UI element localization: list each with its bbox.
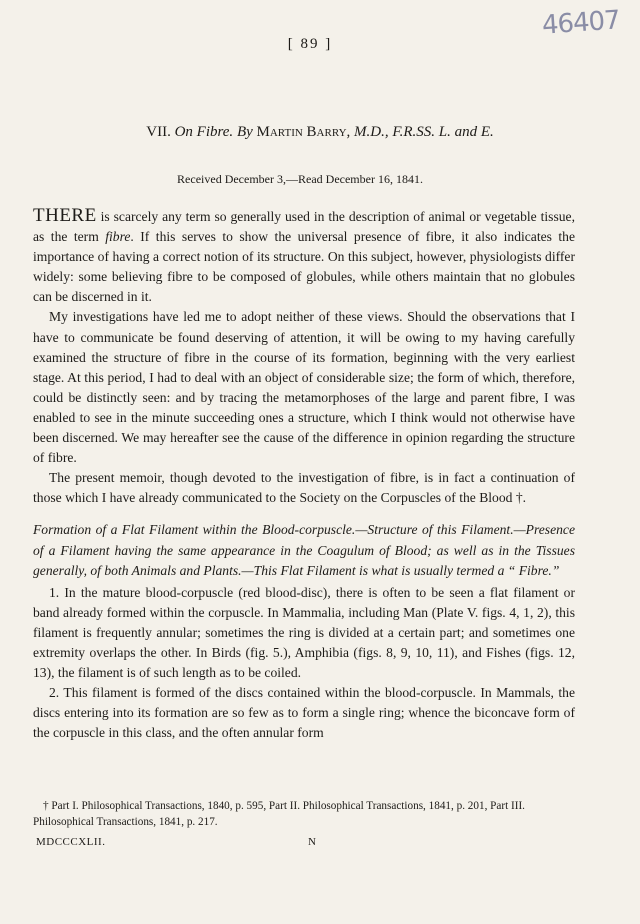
paragraph-2: 2. This filament is formed of the discs contained within the blood-corpuscle. In Mammals, the discs entering into its formation are so few as to form a single ring; whence the biconcave form of the corpuscle in this class, and the often annular form: [33, 685, 575, 741]
intro-paragraph-2: My investigations have led me to adopt neither of these views. Should the observations that I have to communicate be found deserving of attention, it will be owing to my having carefully examined the structure of fibre in the course of its formation, beginning with the very earliest stage. At this period, I had to deal with an object of considerable size; the form of which, therefore, could be distinctly seen: and by tracing the metamorphoses of the large and parent fibre, I was enabled to see in the minute succeeding ones a structure, which I think would not otherwise have been discerned. We may hereafter see the cause of the difference in opinion regarding the structure of fibre.: [33, 309, 575, 466]
intro-text-a: is scarcely any term so generally used in the description of animal or vegetable tissue, as the term: [33, 209, 575, 245]
intro-paragraph-1: [33, 206, 575, 307]
intro-fibre-term: fibre: [105, 229, 131, 245]
footnote: [33, 798, 578, 830]
intro-text-b: . If this serves to show the universal presence of fibre, it also indicates the importance of having a correct notion of its structure. On this subject, however, physiologists differ widely: some believing fibre to be composed of globules, while others maintain that no globules can be discerned in it.: [33, 229, 576, 305]
signature-mark: N: [308, 836, 317, 848]
article-title: [0, 124, 640, 141]
section-heading: Formation of a Flat Filament within the Blood-corpuscle.—Structure of this Filament.—Presence of a Filament having the same appearance in the Coagulum of Blood; as well as in the Tissues generally, of both Animals and Plants.—This Flat Filament is what is usually termed a “ Fibre.”: [33, 522, 575, 578]
handwritten-note: 46407: [541, 5, 621, 41]
page-footer: [36, 836, 436, 848]
footnote-text: † Part I. Philosophical Transactions, 1840, p. 595, Part II. Philosophical Transactions, 1841, p. 201, Part III. Philosophical Transactions, 1841, p. 217.: [33, 800, 525, 828]
volume-mark: MDCCCXLII.: [36, 836, 106, 848]
title-credentials: M.D., F.R.SS. L. and E.: [354, 124, 494, 140]
page-number: [ 89 ]: [287, 36, 333, 52]
dropcap-word: THERE: [33, 205, 97, 226]
received-date: Received December 3,—Read December 16, 1841.: [177, 172, 423, 186]
title-by: By: [236, 124, 253, 140]
title-number: VII.: [146, 124, 171, 140]
article-body: [33, 206, 575, 743]
title-author: Martin Barry,: [256, 124, 351, 140]
title-subject: On Fibre.: [174, 124, 234, 140]
paragraph-1: 1. In the mature blood-corpuscle (red blood-disc), there is often to be seen a flat filament or band already formed within the corpuscle. In Mammalia, including Man (Plate V. figs. 4, 1, 2), this filament is frequently annular; sometimes the ring is divided at a certain part; and sometimes one extremity overlaps the other. In Birds (fig. 5.), Amphibia (figs. 8, 9, 10, 11), and Fishes (figs. 12, 13), the filament is of such length as to be coiled.: [33, 584, 575, 681]
intro-paragraph-3: The present memoir, though devoted to the investigation of fibre, is in fact a continuation of those which I have already communicated to the Society on the Corpuscles of the Blood †.: [33, 470, 575, 506]
